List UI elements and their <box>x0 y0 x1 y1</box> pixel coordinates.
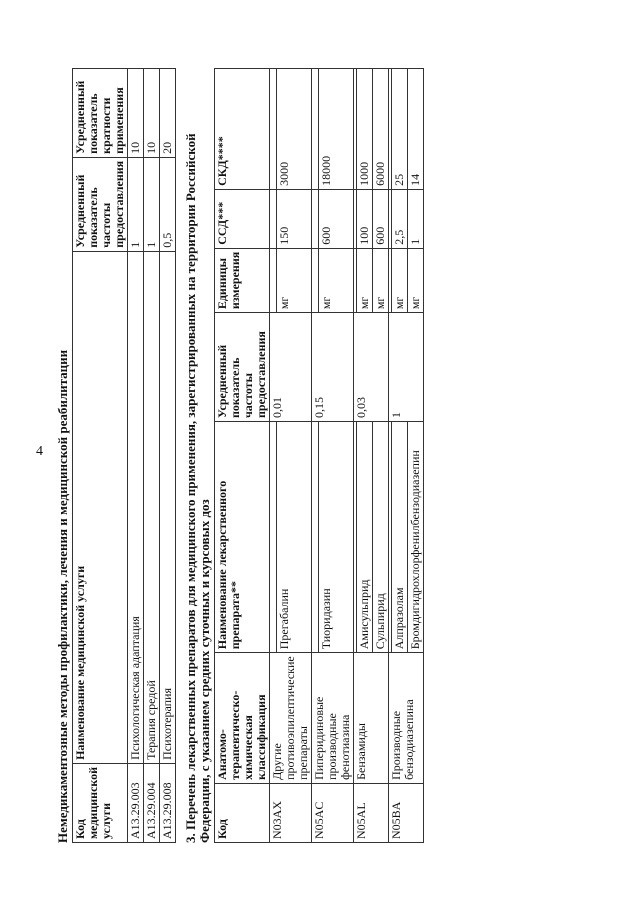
header-service-code: Код медицинской услуги <box>73 763 128 842</box>
table-row <box>270 69 277 843</box>
atc-code: N03AX <box>270 783 312 842</box>
header-code: Код <box>215 783 270 842</box>
drug-ssd: 600 <box>373 189 389 248</box>
section2-title: 3. Перечень лекарственных препаратов для медицинского применения, зарегистрированных на территории Российской Федерации, с указанием средних суточных и курсовых доз <box>183 133 212 843</box>
drug-ssd: 100 <box>357 189 373 248</box>
services-table <box>72 68 176 843</box>
empty-cell <box>270 69 277 190</box>
rotated-document <box>55 53 618 843</box>
drug-unit: мг <box>276 248 311 312</box>
section1-title: Немедикаментозные методы профилактики, лечения и медицинской реабилитации <box>55 349 70 843</box>
drug-unit: мг <box>373 248 389 312</box>
drug-unit: мг <box>318 248 353 312</box>
header-ssd: ССД*** <box>215 189 270 248</box>
table-row <box>128 69 144 843</box>
header-drug-name: Наименование лекарственного препарата** <box>215 421 270 652</box>
service-frequency: 1 <box>144 157 160 251</box>
empty-cell <box>312 189 319 248</box>
atc-class: Бензамиды <box>354 653 389 784</box>
service-name: Психотерапия <box>160 251 176 763</box>
drug-name: Тиоридазин <box>318 421 353 652</box>
service-code: A13.29.008 <box>160 763 176 842</box>
drug-skd: 18000 <box>318 69 353 190</box>
drug-ssd: 150 <box>276 189 311 248</box>
empty-cell <box>312 248 319 312</box>
header-frequency: Усредненный показатель частоты предоставления <box>73 157 128 251</box>
service-code: A13.29.003 <box>128 763 144 842</box>
drug-skd: 14 <box>408 69 424 190</box>
empty-cell <box>312 69 319 190</box>
table-row <box>144 69 160 843</box>
group-frequency: 1 <box>389 313 424 422</box>
service-name: Терапия средой <box>144 251 160 763</box>
service-frequency: 0,5 <box>160 157 176 251</box>
atc-code: N05AC <box>312 783 354 842</box>
atc-code: N05AL <box>354 783 389 842</box>
drug-skd: 3000 <box>276 69 311 190</box>
header-frequency: Усредненный показатель частоты предоставления <box>215 313 270 422</box>
atc-code: N05BA <box>389 783 424 842</box>
group-frequency: 0,01 <box>270 313 312 422</box>
service-multiplicity: 10 <box>144 69 160 158</box>
page-number: 4 <box>36 444 43 459</box>
group-frequency: 0,15 <box>312 313 354 422</box>
header-service-name: Наименование медицинской услуги <box>73 251 128 763</box>
drug-name: Алпразолам <box>392 421 408 652</box>
atc-class: Другие противоэпилептические препараты <box>270 653 312 784</box>
drugs-table <box>214 68 424 843</box>
header-unit: Единицы измерения <box>215 248 270 312</box>
header-multiplicity: Усредненный показатель кратности применения <box>73 69 128 158</box>
table-row <box>160 69 176 843</box>
empty-cell <box>270 189 277 248</box>
service-code: A13.29.004 <box>144 763 160 842</box>
drug-skd: 6000 <box>373 69 389 190</box>
empty-cell <box>270 248 277 312</box>
empty-cell <box>312 421 319 652</box>
drug-name: Бромдигидрохлорфенилбензодиазепин <box>408 421 424 652</box>
drug-name: Амисульприд <box>357 421 373 652</box>
drug-ssd: 2,5 <box>392 189 408 248</box>
drugs-header-row <box>215 69 270 843</box>
drug-skd: 1000 <box>357 69 373 190</box>
drug-unit: мг <box>392 248 408 312</box>
atc-class: Пиперидиновые производные фенотиазина <box>312 653 354 784</box>
service-multiplicity: 10 <box>128 69 144 158</box>
drug-skd: 25 <box>392 69 408 190</box>
table-row <box>312 69 319 843</box>
header-skd: СКД**** <box>215 69 270 190</box>
atc-class: Производные бензодиазепина <box>389 653 424 784</box>
drug-unit: мг <box>357 248 373 312</box>
service-name: Психологическая адаптация <box>128 251 144 763</box>
drug-name: Сульпирид <box>373 421 389 652</box>
header-atc: Анатомо-терапевтическо-химическая классификация <box>215 653 270 784</box>
empty-cell <box>270 421 277 652</box>
service-frequency: 1 <box>128 157 144 251</box>
services-header-row <box>73 69 128 843</box>
drug-ssd: 600 <box>318 189 353 248</box>
drug-unit: мг <box>408 248 424 312</box>
drug-name: Прегабалин <box>276 421 311 652</box>
drug-ssd: 1 <box>408 189 424 248</box>
group-frequency: 0,03 <box>354 313 389 422</box>
service-multiplicity: 20 <box>160 69 176 158</box>
